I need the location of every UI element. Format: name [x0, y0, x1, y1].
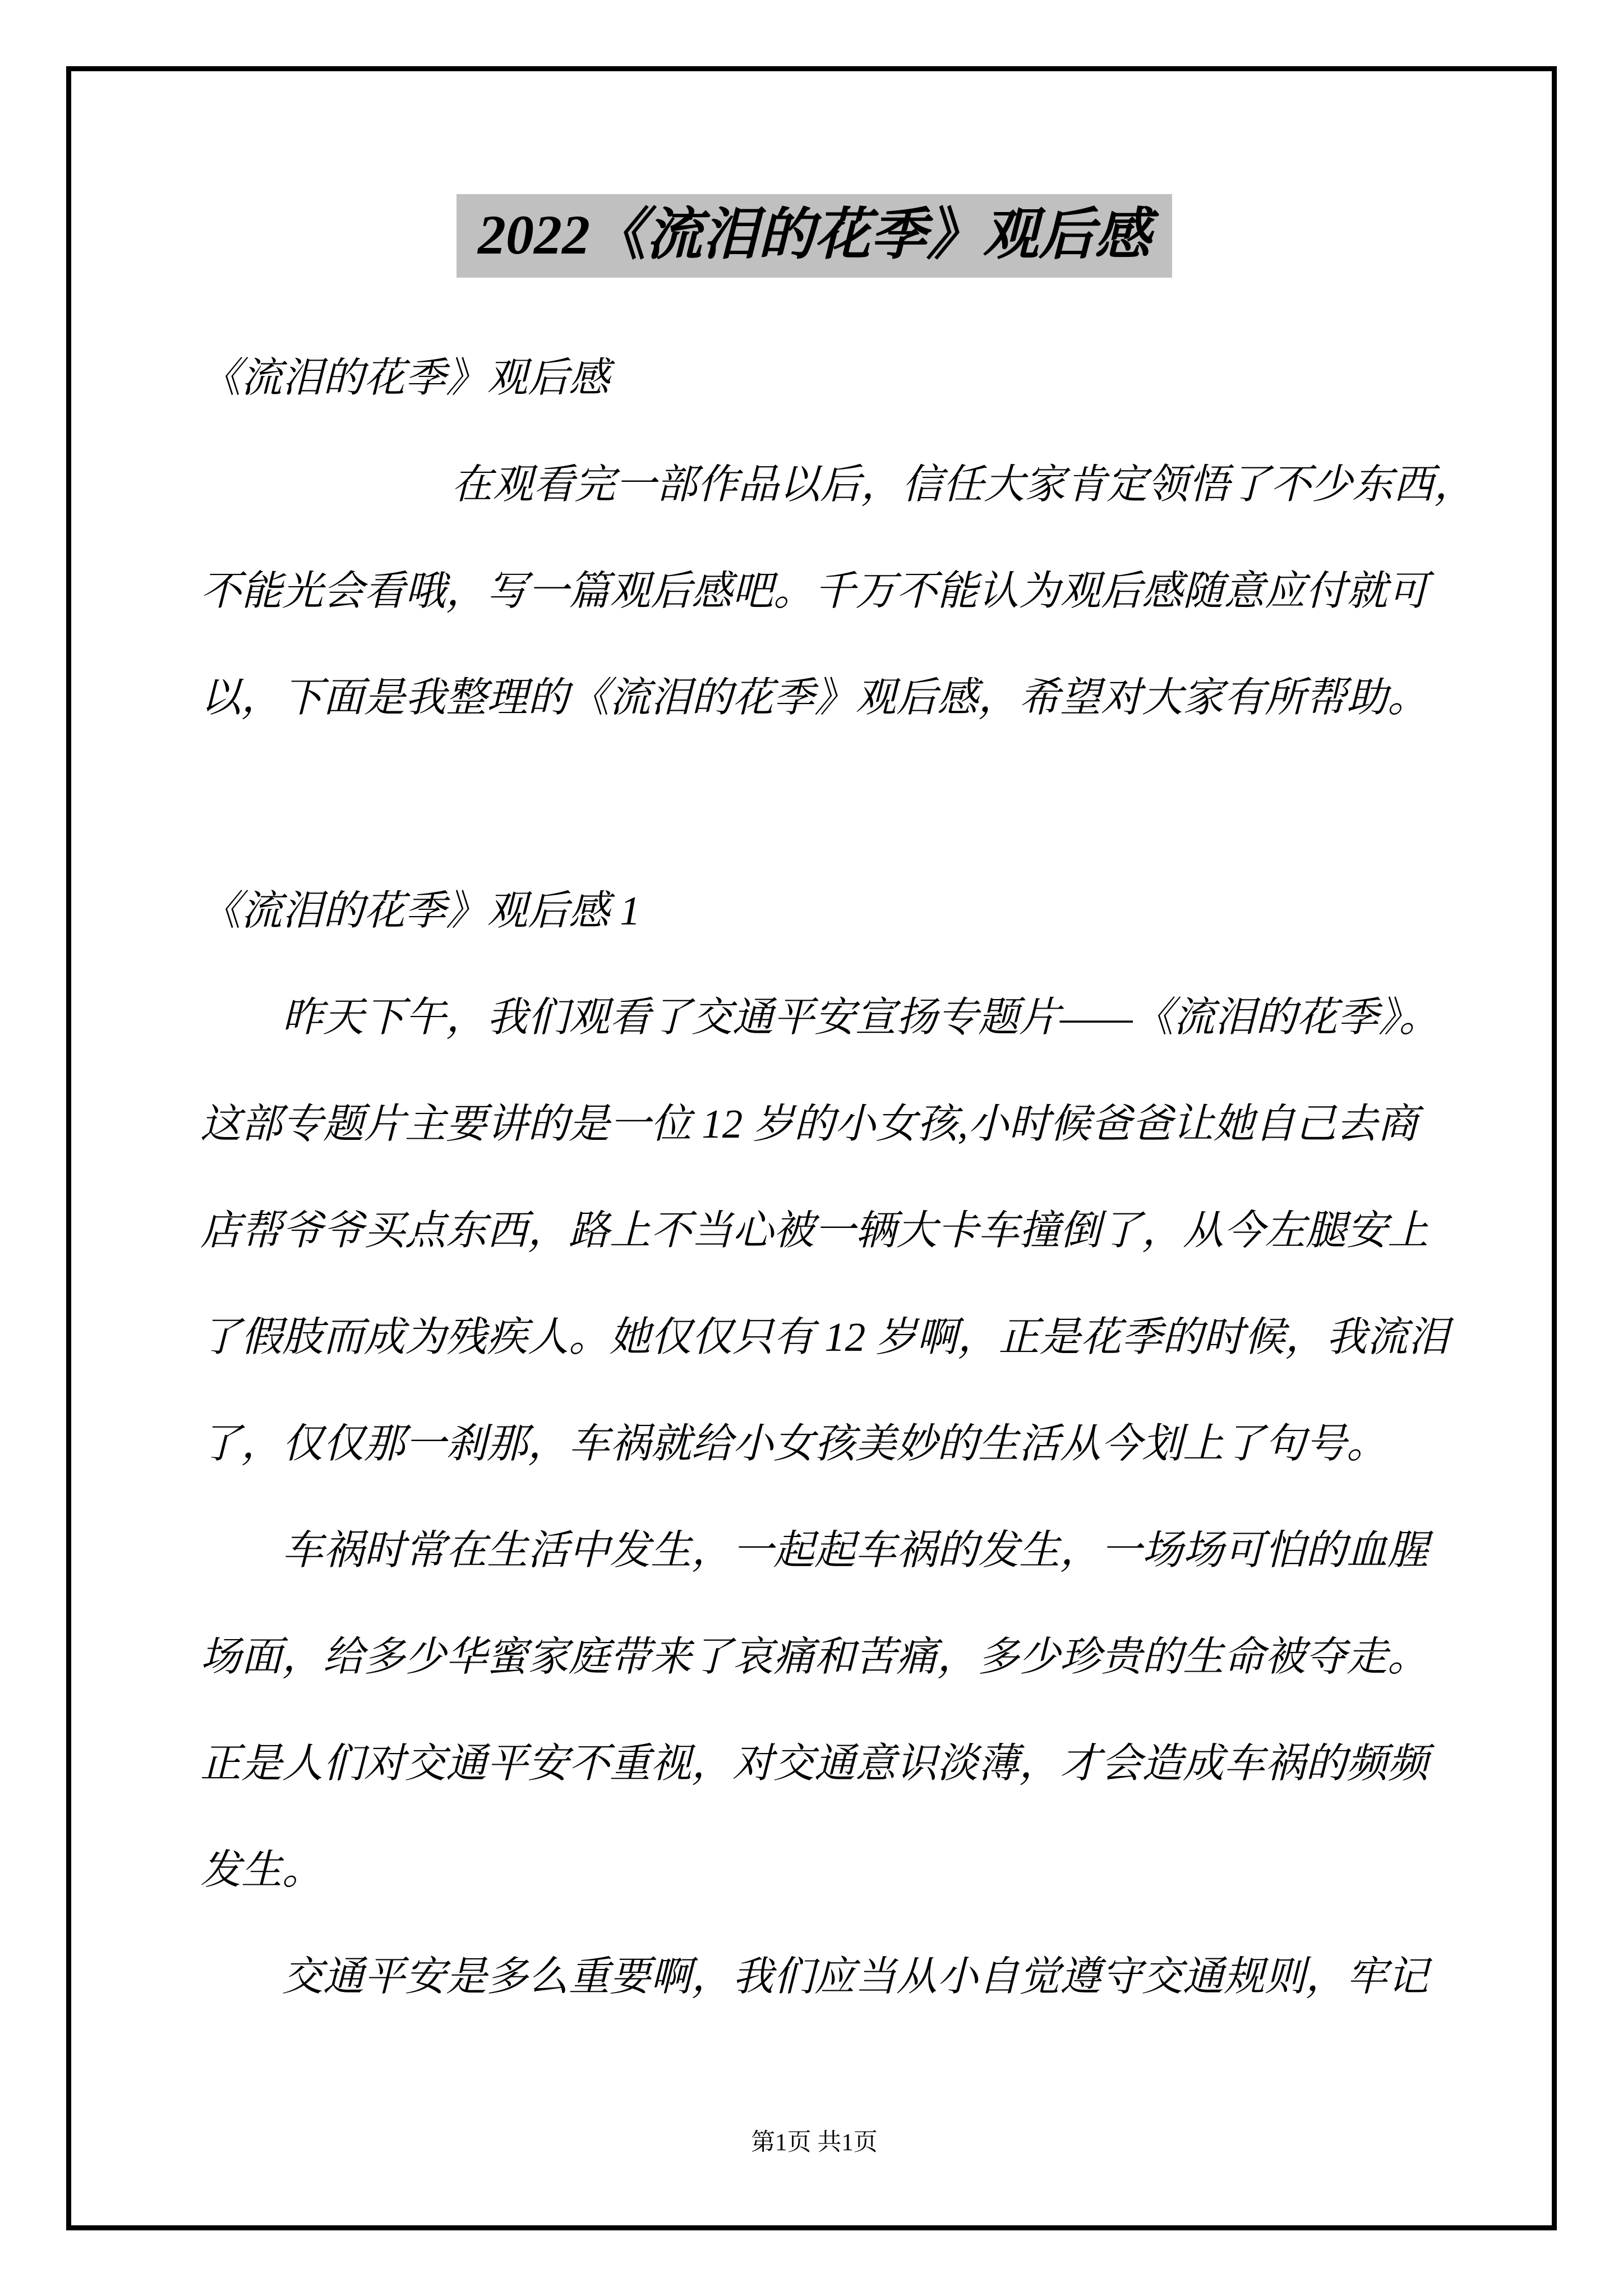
- text-line: 店帮爷爷买点东西，路上不当心被一辆大卡车撞倒了，从今左腿安上: [200, 1208, 1428, 1253]
- text-line: 在观看完一部作品以后，信任大家肯定领悟了不少东西，: [451, 462, 1475, 507]
- text-line: 不能光会看哦，写一篇观后感吧。千万不能认为观后感随意应付就可: [200, 568, 1428, 614]
- text-line: 《流泪的花季》观后感: [200, 355, 610, 401]
- page-footer: 第1页 共1页: [751, 2129, 878, 2156]
- text-line: 昨天下午，我们观看了交通平安宣扬专题片——《流泪的花季》。: [282, 995, 1440, 1040]
- text-line: 正是人们对交通平安不重视，对交通意识淡薄，才会造成车祸的频频: [200, 1741, 1428, 1786]
- text-line: 这部专题片主要讲的是一位 12 岁的小女孩,小时候爸爸让她自己去商: [200, 1101, 1418, 1147]
- text-line: 发生。: [200, 1847, 323, 1893]
- text-line: 《流泪的花季》观后感 1: [200, 888, 640, 933]
- title-row: [200, 194, 1428, 278]
- text-line: 以，下面是我整理的《流泪的花季》观后感，希望对大家有所帮助。: [200, 675, 1428, 720]
- document-title: 2022《流泪的花季》观后感: [457, 194, 1172, 278]
- text-line: 车祸时常在生活中发生，一起起车祸的发生，一场场可怕的血腥: [282, 1527, 1428, 1573]
- text-line: 了假肢而成为残疾人。她仅仅只有 12 岁啊，正是花季的时候，我流泪: [200, 1314, 1449, 1360]
- text-line: 场面，给多少华蜜家庭带来了哀痛和苦痛，多少珍贵的生命被夺走。: [200, 1634, 1428, 1680]
- text-line: 了，仅仅那一刹那，车祸就给小女孩美妙的生活从今划上了句号。: [200, 1421, 1387, 1466]
- text-line: 交通平安是多么重要啊，我们应当从小自觉遵守交通规则，牢记: [282, 1954, 1428, 1999]
